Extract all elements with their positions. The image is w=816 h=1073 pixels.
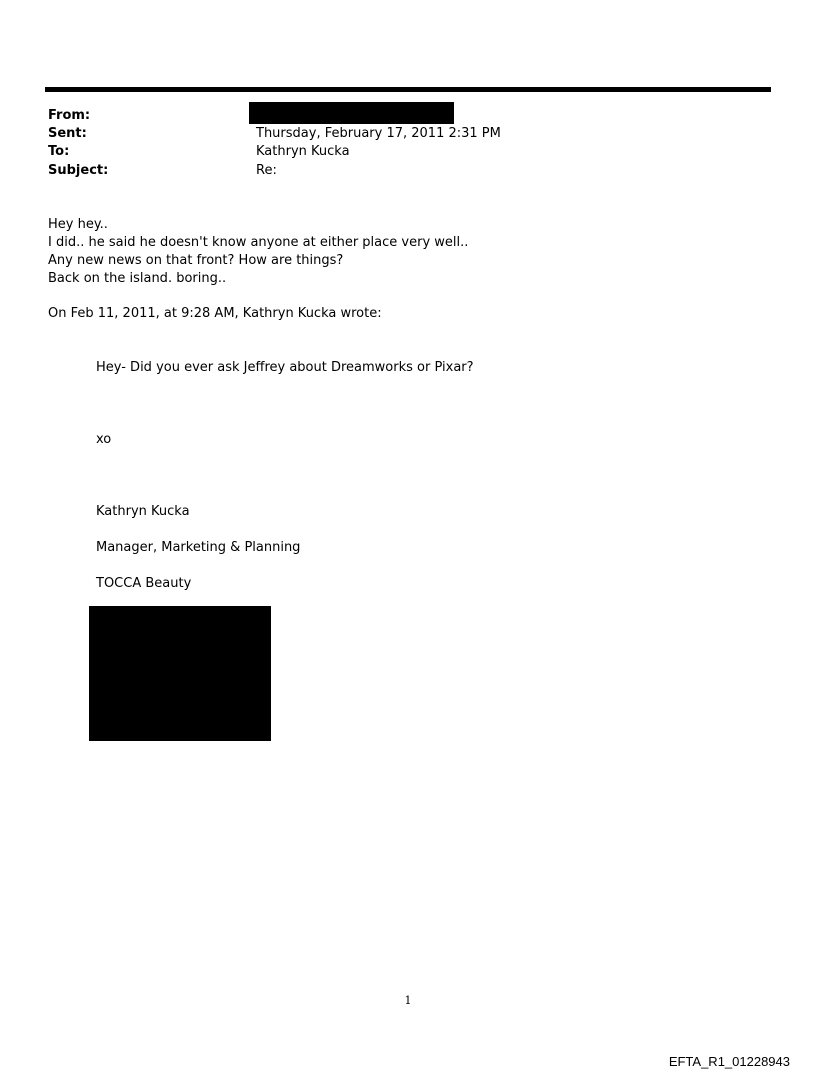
quote-intro: On Feb 11, 2011, at 9:28 AM, Kathryn Kucka wrote:: [48, 306, 382, 321]
from-label: From:: [48, 108, 91, 123]
body-line: Back on the island. boring..: [48, 271, 227, 286]
signature-name: Kathryn Kucka: [96, 504, 190, 519]
to-label: To:: [48, 144, 70, 159]
header-rule: [45, 87, 771, 92]
quoted-signoff: xo: [96, 432, 112, 447]
signature-company: TOCCA Beauty: [96, 576, 192, 591]
sent-label: Sent:: [48, 126, 87, 141]
body-line: Any new news on that front? How are things?: [48, 253, 344, 268]
sent-value: Thursday, February 17, 2011 2:31 PM: [256, 126, 501, 141]
subject-label: Subject:: [48, 163, 109, 178]
body-line: I did.. he said he doesn't know anyone at either place very well..: [48, 235, 469, 250]
signature-title: Manager, Marketing & Planning: [96, 540, 301, 555]
from-redaction: [249, 102, 454, 124]
subject-value: Re:: [256, 163, 277, 178]
quoted-message: Hey- Did you ever ask Jeffrey about Dreamworks or Pixar?: [96, 360, 474, 375]
to-value: Kathryn Kucka: [256, 144, 350, 159]
body-line: Hey hey..: [48, 217, 108, 232]
page-number: 1: [404, 994, 412, 1007]
signature-image-redaction: [89, 606, 271, 741]
bates-number: EFTA_R1_01228943: [668, 1054, 790, 1069]
